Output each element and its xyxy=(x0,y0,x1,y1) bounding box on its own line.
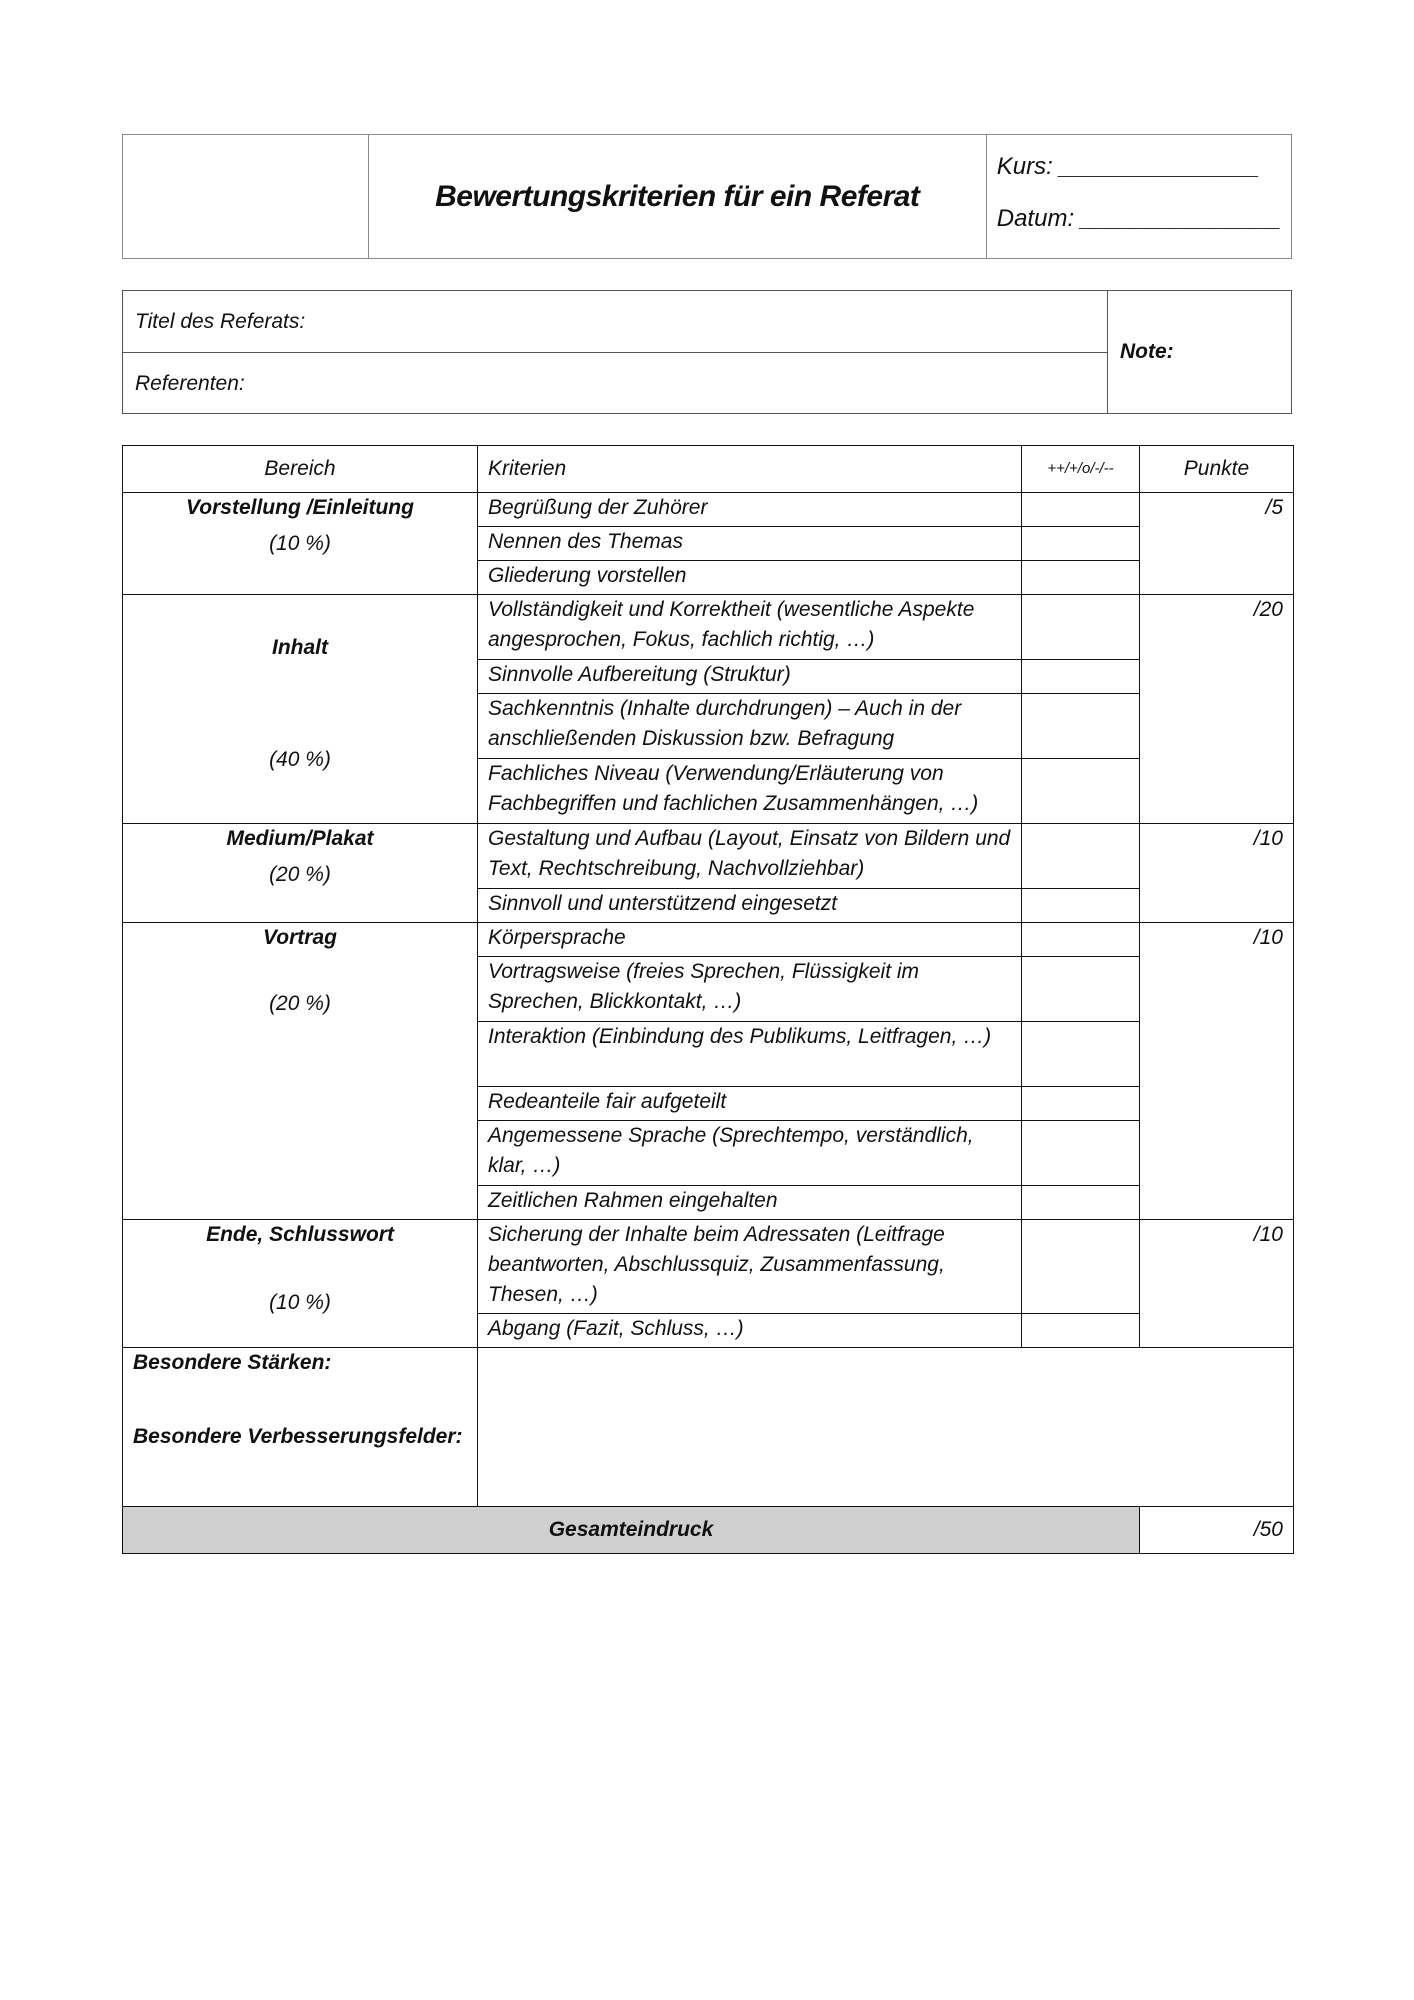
section-cell xyxy=(123,595,478,824)
table-row xyxy=(123,923,1294,957)
table-row xyxy=(123,824,1294,889)
section-name: Vortrag xyxy=(263,926,337,949)
remarks-field[interactable] xyxy=(478,1348,1294,1507)
rating-cell[interactable] xyxy=(1022,527,1140,561)
rating-cell[interactable] xyxy=(1022,759,1140,824)
criterion: Sinnvolle Aufbereitung (Struktur) xyxy=(478,660,1022,694)
criterion: Gliederung vorstellen xyxy=(478,561,1022,595)
section-percent: (10 %) xyxy=(269,532,331,555)
criterion: Gestaltung und Aufbau (Layout, Einsatz von Bildern und Text, Rechtschreibung, Nachvollziehbar) xyxy=(478,824,1022,889)
titel-field[interactable]: Titel des Referats: xyxy=(123,291,1107,353)
rating-cell[interactable] xyxy=(1022,957,1140,1022)
header-bereich: Bereich xyxy=(123,446,478,493)
info-box xyxy=(122,290,1292,414)
criterion: Vortragsweise (freies Sprechen, Flüssigkeit im Sprechen, Blickkontakt, …) xyxy=(478,957,1022,1022)
logo-area xyxy=(123,135,369,258)
total-row xyxy=(123,1507,1294,1554)
rating-cell[interactable] xyxy=(1022,595,1140,660)
remarks-labels xyxy=(123,1348,478,1507)
section-cell xyxy=(123,923,478,1220)
kurs-field[interactable]: Kurs: _______________ xyxy=(996,153,1260,180)
improvement-label: Besondere Verbesserungsfelder: xyxy=(133,1425,463,1448)
page-title: Bewertungskriterien für ein Referat xyxy=(369,135,987,258)
section-name: Inhalt xyxy=(272,636,328,659)
criterion: Nennen des Themas xyxy=(478,527,1022,561)
rating-cell[interactable] xyxy=(1022,1186,1140,1220)
criterion: Zeitlichen Rahmen eingehalten xyxy=(478,1186,1022,1220)
referenten-field[interactable]: Referenten: xyxy=(135,371,245,395)
section-name: Ende, Schlusswort xyxy=(206,1223,394,1246)
criterion: Begrüßung der Zuhörer xyxy=(478,493,1022,527)
section-percent: (20 %) xyxy=(269,992,331,1015)
rating-cell[interactable] xyxy=(1022,923,1140,957)
rating-cell[interactable] xyxy=(1022,493,1140,527)
criterion: Körpersprache xyxy=(478,923,1022,957)
header-kriterien: Kriterien xyxy=(478,446,1022,493)
rating-cell[interactable] xyxy=(1022,1314,1140,1348)
section-percent: (40 %) xyxy=(269,748,331,771)
criterion: Sinnvoll und unterstützend eingesetzt xyxy=(478,889,1022,923)
criterion: Angemessene Sprache (Sprechtempo, verständlich, klar, …) xyxy=(478,1121,1022,1186)
section-cell xyxy=(123,824,478,923)
rating-cell[interactable] xyxy=(1022,660,1140,694)
header-meta xyxy=(987,135,1291,258)
table-header-row xyxy=(123,446,1294,493)
points-cell[interactable]: /10 xyxy=(1140,923,1294,1220)
datum-field[interactable]: Datum: _______________ xyxy=(996,205,1281,232)
rating-cell[interactable] xyxy=(1022,1087,1140,1121)
points-cell[interactable]: /10 xyxy=(1140,1220,1294,1348)
criterion: Abgang (Fazit, Schluss, …) xyxy=(478,1314,1022,1348)
header-punkte: Punkte xyxy=(1140,446,1294,493)
section-name: Vorstellung /Einleitung xyxy=(186,496,414,519)
points-cell[interactable]: /5 xyxy=(1140,493,1294,595)
total-label: Gesamteindruck xyxy=(123,1507,1140,1554)
criterion: Sachkenntnis (Inhalte durchdrungen) – Auch in der anschließenden Diskussion bzw. Befragung xyxy=(478,694,1022,759)
strengths-label: Besondere Stärken: xyxy=(133,1351,332,1374)
rating-cell[interactable] xyxy=(1022,889,1140,923)
table-row xyxy=(123,1220,1294,1314)
rating-cell[interactable] xyxy=(1022,1022,1140,1087)
section-cell xyxy=(123,493,478,595)
table-row xyxy=(123,493,1294,527)
header-box xyxy=(122,134,1292,259)
table-row xyxy=(123,1348,1294,1507)
criterion: Fachliches Niveau (Verwendung/Erläuterung von Fachbegriffen und fachlichen Zusammenhängen, …) xyxy=(478,759,1022,824)
rating-cell[interactable] xyxy=(1022,694,1140,759)
rating-cell[interactable] xyxy=(1022,824,1140,889)
criterion: Interaktion (Einbindung des Publikums, Leitfragen, …) xyxy=(478,1022,1022,1087)
section-name: Medium/Plakat xyxy=(226,827,374,850)
rating-cell[interactable] xyxy=(1022,1121,1140,1186)
section-cell xyxy=(123,1220,478,1348)
points-cell[interactable]: /10 xyxy=(1140,824,1294,923)
rating-cell[interactable] xyxy=(1022,561,1140,595)
criterion: Vollständigkeit und Korrektheit (wesentliche Aspekte angesprochen, Fokus, fachlich richtig, …) xyxy=(478,595,1022,660)
section-percent: (20 %) xyxy=(269,863,331,886)
header-rating: ++/+/o/-/-- xyxy=(1022,446,1140,493)
section-percent: (10 %) xyxy=(269,1291,331,1314)
note-field[interactable]: Note: xyxy=(1120,340,1174,363)
criterion: Redeanteile fair aufgeteilt xyxy=(478,1087,1022,1121)
rating-cell[interactable] xyxy=(1022,1220,1140,1314)
criteria-table xyxy=(122,445,1294,1554)
criterion: Sicherung der Inhalte beim Adressaten (Leitfrage beantworten, Abschlussquiz, Zusammenfassung, Thesen, …) xyxy=(478,1220,1022,1314)
total-points[interactable]: /50 xyxy=(1140,1507,1294,1554)
table-row xyxy=(123,595,1294,660)
points-cell[interactable]: /20 xyxy=(1140,595,1294,824)
